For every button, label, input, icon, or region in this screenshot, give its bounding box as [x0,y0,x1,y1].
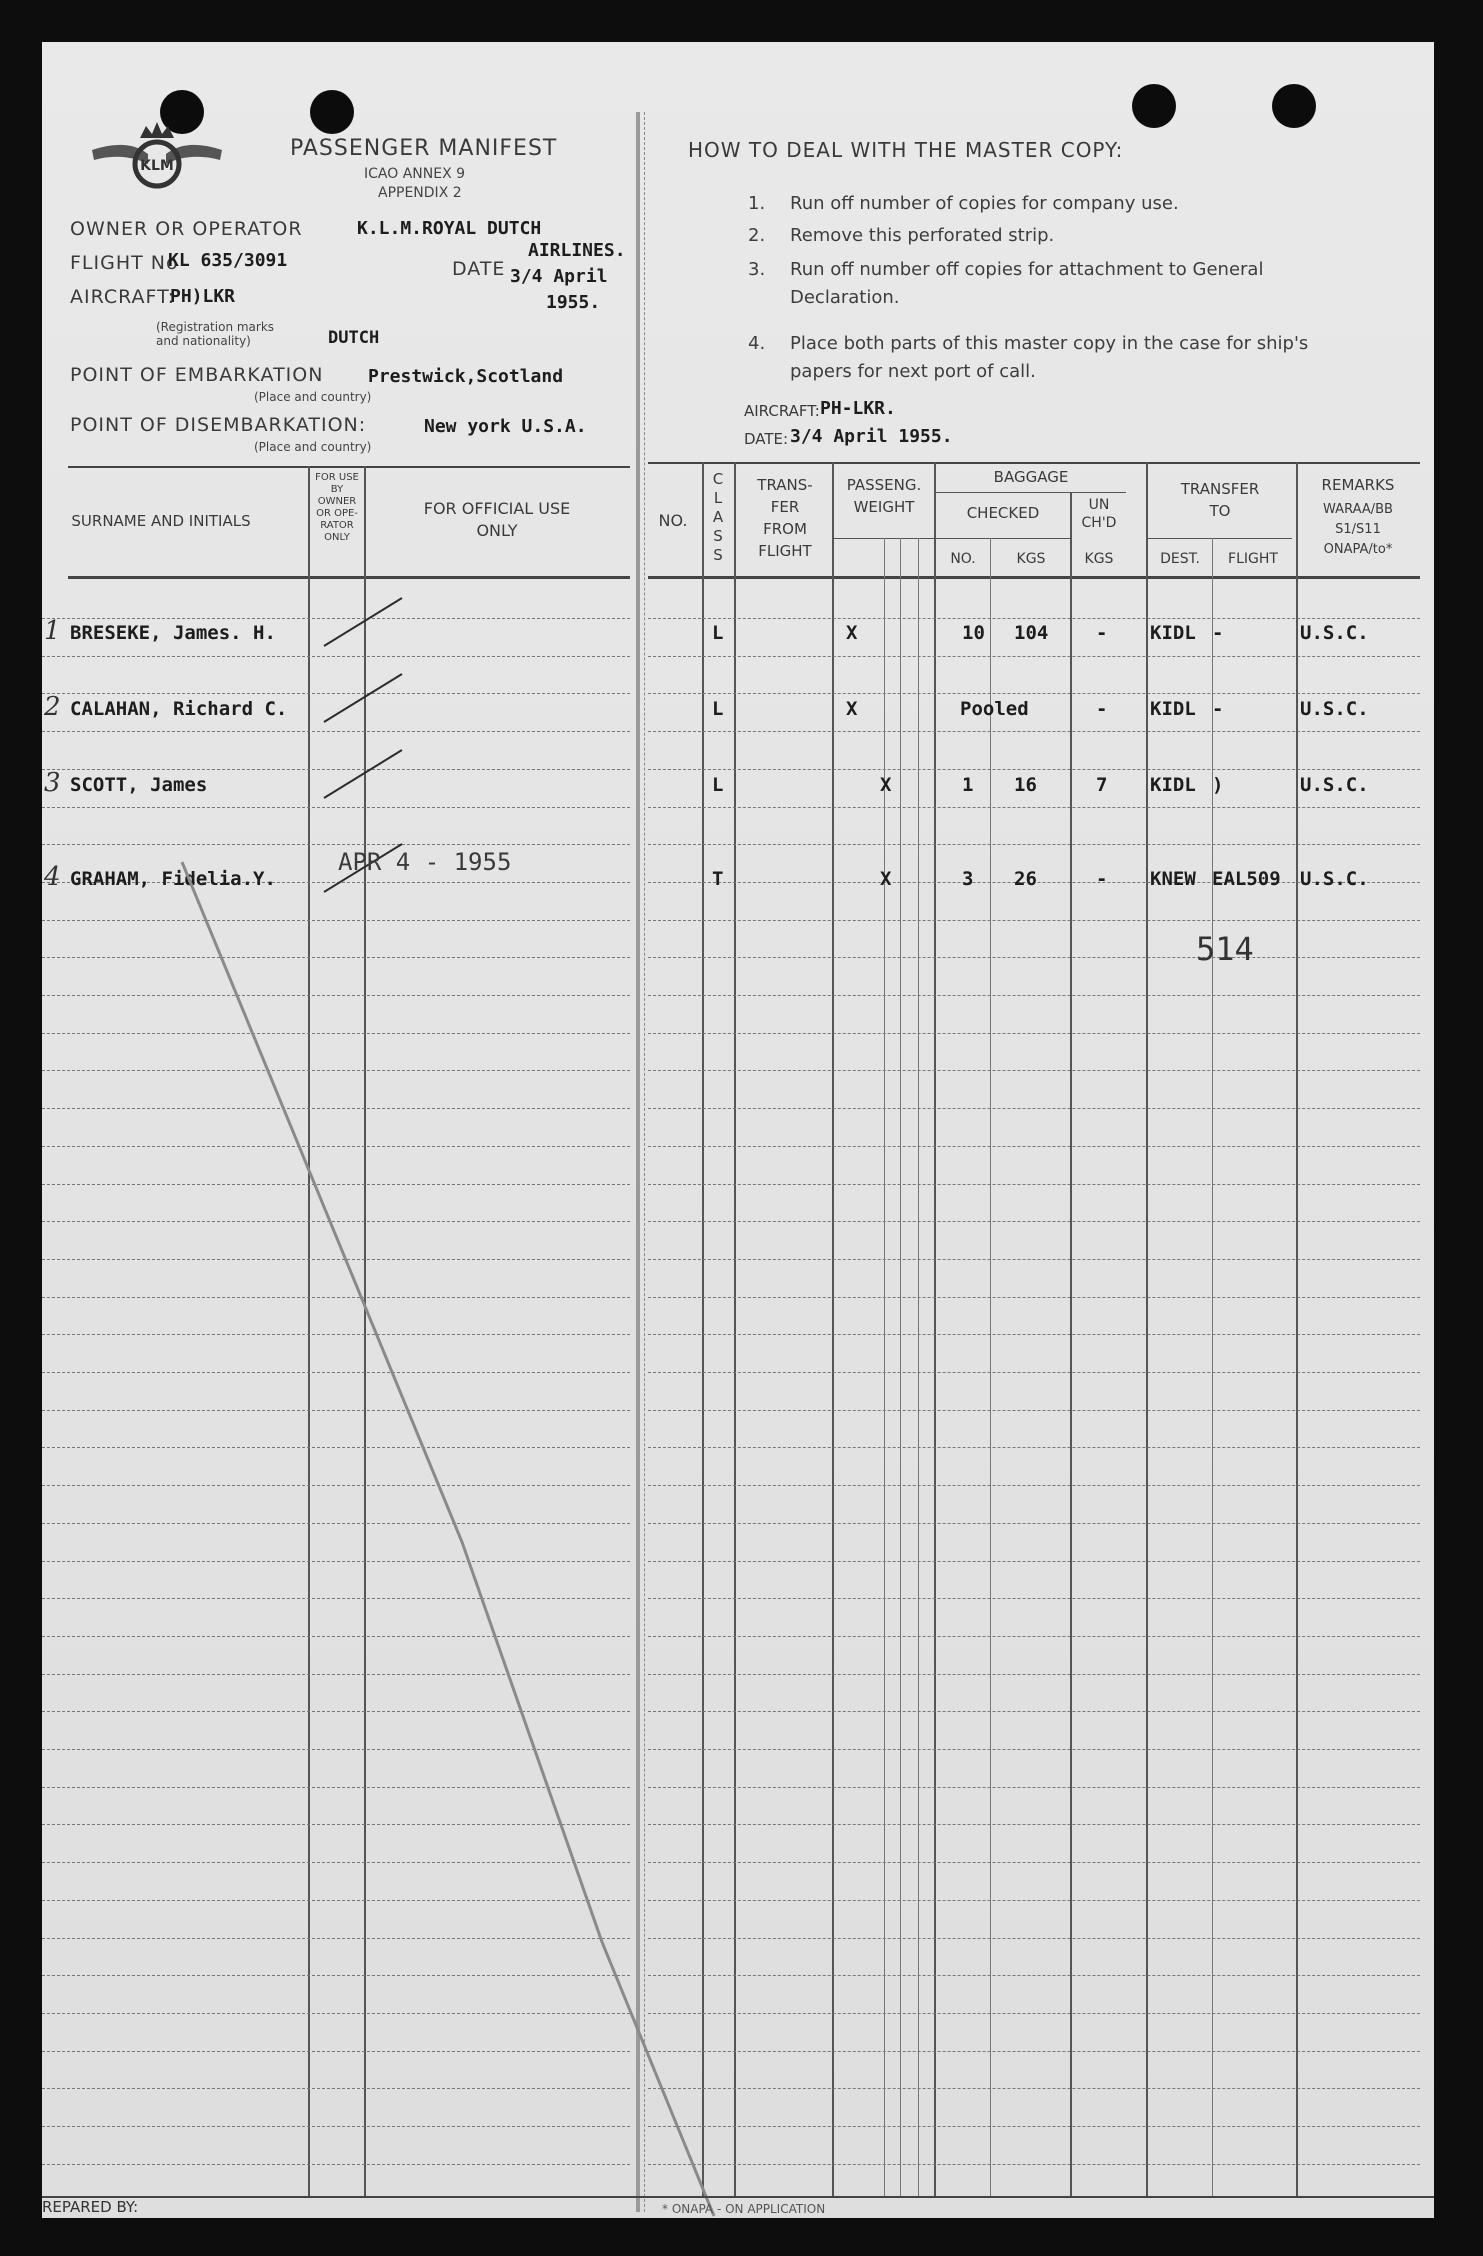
footer-rule [42,2196,1434,2198]
icao-annex: ICAO ANNEX 9 [364,166,466,182]
pax-unchecked: - [1096,868,1108,890]
disembark-label: POINT OF DISEMBARKATION: [70,414,367,436]
pax-transfer-flight: ) [1212,774,1224,796]
pax-number: 2 [44,692,61,722]
pax-unchecked: 7 [1096,774,1108,796]
prepared-by-label: REPARED BY: [42,2198,139,2216]
aircraft-label: AIRCRAFT: [70,286,176,308]
reg-label-2: and nationality) [156,334,251,348]
col-bag-no: NO. [950,551,976,567]
col-checked: CHECKED [966,504,1040,522]
pax-dest: KIDL [1150,622,1196,644]
pax-dest: KNEW [1150,868,1196,890]
instr-aircraft-value: PH-LKR. [820,398,896,419]
pax-name: SCOTT, James [70,774,208,796]
col-class: C L A S S [712,470,724,564]
svg-text:KLM: KLM [140,158,174,174]
owner-value-2: AIRLINES. [528,240,626,261]
pax-bag-kgs: 26 [1014,868,1037,890]
instr-date-value: 3/4 April 1955. [790,426,953,447]
instr-aircraft-label: AIRCRAFT: [744,402,820,420]
manifest-sheet [42,42,1434,2218]
col-baggage: BAGGAGE [993,468,1069,486]
place-label: (Place and country) [254,390,372,404]
pax-number: 4 [44,862,61,892]
col-official: FOR OFFICIAL USE ONLY [423,499,571,540]
pax-remarks: U.S.C. [1300,774,1369,796]
pax-class: L [712,622,724,644]
place-label-2: (Place and country) [254,440,372,454]
pax-remarks: U.S.C. [1300,698,1369,720]
col-remarks-sub: WARAA/BB S1/S11 ONAPA/to* [1323,502,1393,557]
pax-weight-mark: X [846,622,858,644]
pencil-strike-line [42,42,1434,2218]
disembark-value: New york U.S.A. [424,416,587,437]
pax-weight-mark: X [846,698,858,720]
pax-class: T [712,868,724,890]
reg-label: (Registration marks [156,320,275,334]
col-transfer-to: TRANSFER TO [1180,480,1260,520]
col-flight: FLIGHT [1228,551,1278,567]
pax-class: L [712,698,724,720]
date-value: 3/4 April [510,266,608,287]
pax-name: CALAHAN, Richard C. [70,698,288,720]
pax-bag-count: 1 [962,774,974,796]
instruction-text: Remove this perforated strip. [790,225,1055,246]
col-kgs-unchd: KGS [1084,551,1114,567]
instruction-text-cont: papers for next port of call. [790,361,1036,382]
pax-name: BRESEKE, James. H. [70,622,276,644]
pax-bag-count: 3 [962,868,974,890]
pax-dest: KIDL [1150,774,1196,796]
instruction-text-cont: Declaration. [790,287,900,308]
col-unchd: UN CH'D [1081,497,1117,531]
col-no: NO. [658,511,688,530]
aircraft-value: PH)LKR [170,286,236,307]
pax-weight-mark: X [880,868,892,890]
instruction-text: Run off number of copies for company use. [790,193,1179,214]
instructions-title: HOW TO DEAL WITH THE MASTER COPY: [688,138,1124,162]
pax-transfer-flight: - [1212,622,1224,644]
total-number: 514 [1196,930,1254,968]
manifest-title: PASSENGER MANIFEST [290,136,558,161]
reg-value: DUTCH [328,328,380,348]
pax-class: L [712,774,724,796]
date-value-2: 1955. [546,292,601,313]
date-label: DATE [452,258,506,280]
col-passeng-weight: PASSENG. WEIGHT [846,476,922,516]
pax-bag-kgs: 104 [1014,622,1049,644]
instr-date-label: DATE: [744,430,789,448]
onapa-footnote: * ONAPA - ON APPLICATION [662,2202,826,2216]
col-transfer-from: TRANS- FER FROM FLIGHT [757,476,813,560]
pax-bag-count: 10 [962,622,985,644]
pax-bag-count: Pooled [960,698,1029,720]
flight-label: FLIGHT No [70,252,179,274]
pax-remarks: U.S.C. [1300,622,1369,644]
pax-bag-kgs: 16 [1014,774,1037,796]
pax-weight-mark: X [880,774,892,796]
pax-unchecked: - [1096,622,1108,644]
pax-transfer-flight: - [1212,698,1224,720]
flight-value: KL 635/3091 [168,250,288,271]
pax-name: GRAHAM, Fidelia.Y. [70,868,276,890]
col-surname: SURNAME AND INITIALS [71,512,251,530]
instruction-text: Place both parts of this master copy in the case for ship's [790,333,1309,354]
instruction-num: 2. [748,225,766,246]
instruction-num: 3. [748,259,766,280]
embark-value: Prestwick,Scotland [368,366,564,387]
col-kgs: KGS [1016,551,1046,567]
pax-unchecked: - [1096,698,1108,720]
instruction-num: 1. [748,193,766,214]
pax-dest: KIDL [1150,698,1196,720]
col-dest: DEST. [1160,551,1200,567]
appendix: APPENDIX 2 [378,185,462,201]
instruction-num: 4. [748,333,766,354]
pax-remarks: U.S.C. [1300,868,1369,890]
pax-number: 3 [44,768,61,798]
owner-value: K.L.M.ROYAL DUTCH [357,218,542,239]
col-remarks: REMARKS [1321,476,1395,494]
embark-label: POINT OF EMBARKATION [70,364,324,386]
pax-number: 1 [44,616,61,646]
owner-label: OWNER OR OPERATOR [70,218,303,240]
instruction-text: Run off number off copies for attachment to General [790,259,1264,280]
received-stamp: APR 4 - 1955 [338,848,512,876]
pax-transfer-flight: EAL509 [1212,868,1281,890]
col-for-use: FOR USE BY OWNER OR OPE- RATOR ONLY [315,472,359,543]
